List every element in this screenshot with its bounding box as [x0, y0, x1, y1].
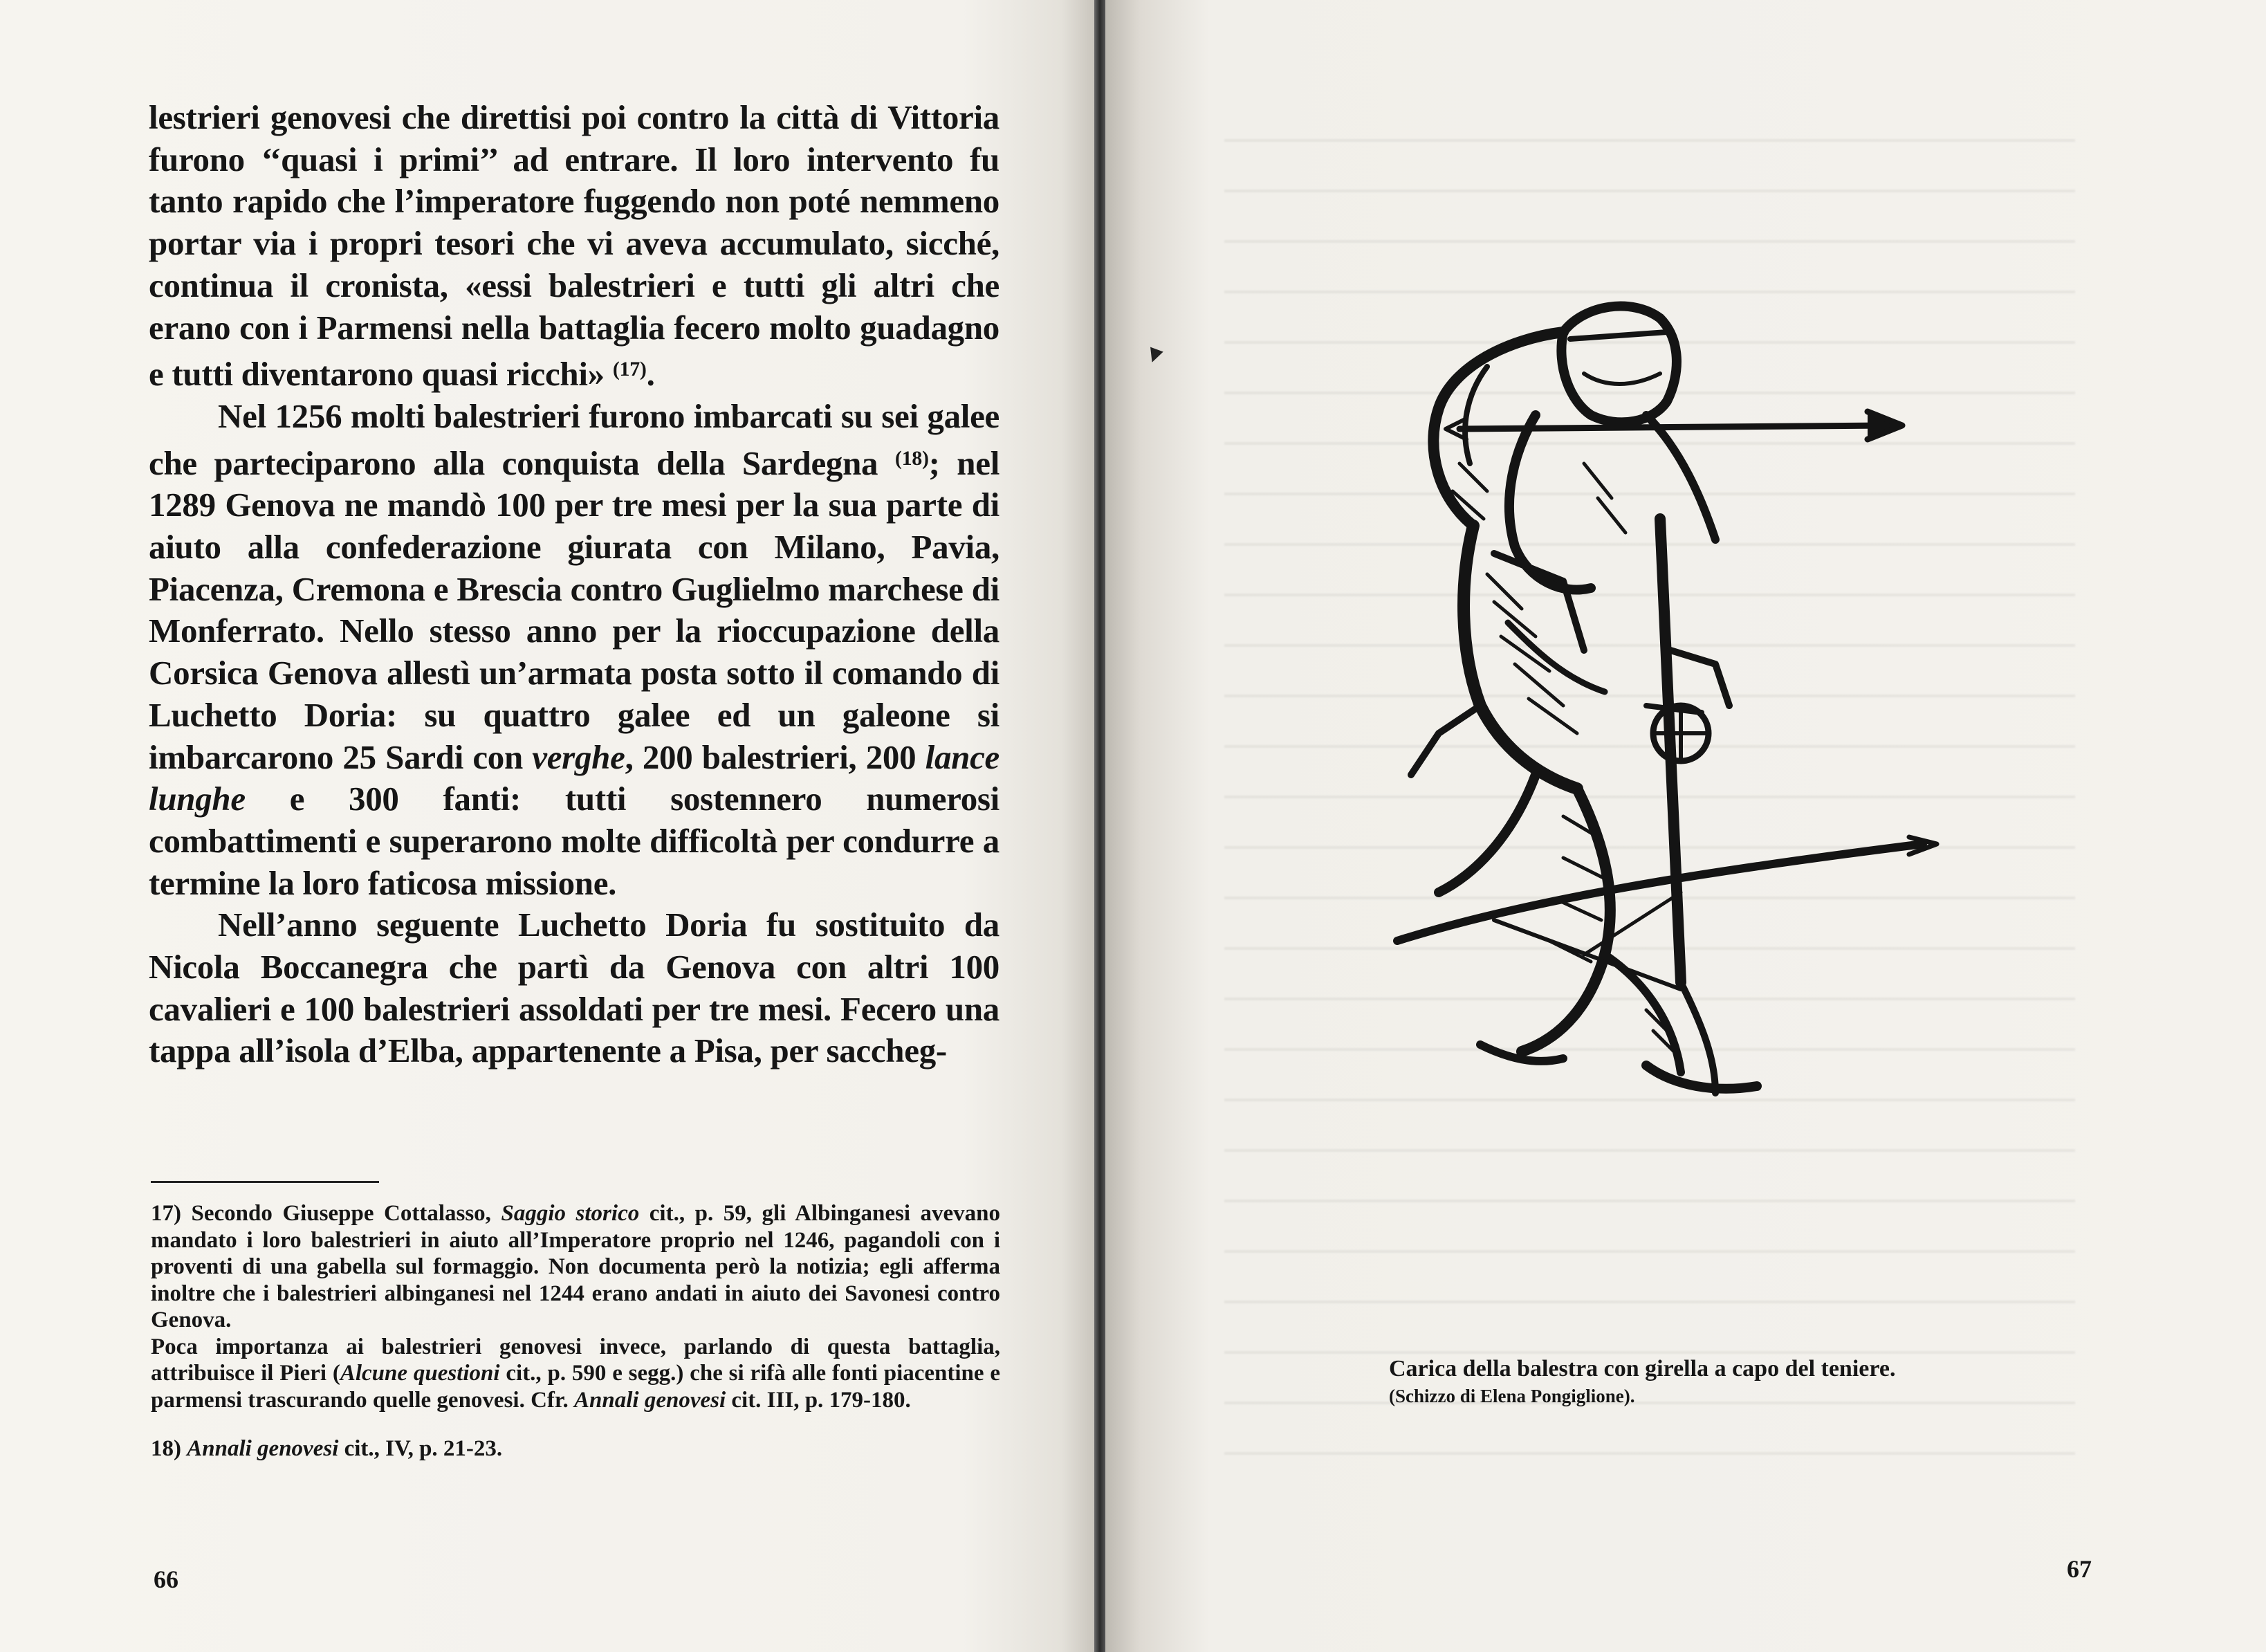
page-number-right: 67: [2067, 1555, 2092, 1583]
term-lance-lunghe: lance lunghe: [149, 737, 1000, 818]
footnote-17-continued: Poca importanza ai balestrieri genovesi invece, parlando di questa battaglia, attribuisce il Pieri (Alcune questioni cit., p. 590 e segg.) che si rifà alle fonti piacentine e parmensi trascurando quelle genovesi. Cfr. Annali genovesi cit. III, p. 179-180.: [151, 1334, 1001, 1413]
footnote-rule: [151, 1181, 379, 1183]
term-verghe: verghe: [532, 737, 625, 776]
left-page: [0, 0, 1094, 1652]
crossbowman-sketch: [1356, 291, 1992, 1148]
paragraph-1: lestrieri genovesi che direttisi poi contro la città di Vittoria furono ‘‘quasi i primi’’ ad entrare. Il loro intervento fu tanto rapido che l’imperatore fuggendo non poté nemmeno portar via i propri tesori che vi aveva accumulato, sicché, continua il cronista, «essi balestrieri e tutti gli altri che erano con i Parmensi nella battaglia fecero molto guadagno e tutti diventarono quasi ricchi» $^{(17)}$.: [149, 98, 1000, 394]
footnote-ref-18: (18): [894, 446, 929, 470]
footnote-18: 18) Annali genovesi cit., IV, p. 21-23.: [151, 1436, 503, 1461]
figure-caption: [1389, 1355, 2011, 1408]
paragraph-2: Nel 1256 molti balestrieri furono imbarcati su sei galee che parteciparono alla conquista della Sardegna $^{(18)}$; nel 1289 Genova ne mandò 100 per tre mesi per la sua parte di aiuto alla confederazione giurata con Milano, Pavia, Piacenza, Cremona e Brescia contro Guglielmo marchese di Monferrato. Nello stesso anno per la rioccupazione della Corsica Genova allestì un’armata posta sotto il comando di Luchetto Doria: su quattro galee ed un galeone si imbarcarono 25 Sardi con verghe, 200 balestrieri, 200 lance lunghe e 300 fanti: tutti sostennero numerosi combattimenti e superarono molte difficoltà per condurre a termine la loro faticosa missione.: [149, 396, 1000, 902]
footnote-ref-17: (17): [612, 358, 647, 381]
book-gutter: [1094, 0, 1105, 1652]
footnotes: [151, 1200, 1000, 1462]
paragraph-3: Nell’anno seguente Luchetto Doria fu sostituito da Nicola Boccanegra che partì da Genova con altri 100 cavalieri e 100 balestrieri assoldati per tre mesi. Fecero una tappa all’isola d’Elba, appartenente a Pisa, per saccheg-: [149, 906, 1000, 1070]
footnote-17: 17) Secondo Giuseppe Cottalasso, Saggio storico cit., p. 59, gli Albinganesi avevano mandato i loro balestrieri in aiuto all’Imperatore proprio nel 1246, pagandoli con i proventi di una gabella sul formaggio. Non documenta però la notizia; egli afferma inoltre che i balestrieri albinganesi nel 1244 erano andati in aiuto dei Savonesi contro Genova.: [151, 1201, 1001, 1332]
caption-title: Carica della balestra con girella a capo del teniere.: [1389, 1356, 1896, 1382]
caption-credit: (Schizzo di Elena Pongiglione).: [1389, 1386, 1635, 1406]
ink-mark: ▾: [1143, 336, 1168, 371]
left-body-text: [149, 97, 1000, 1072]
page-number-left: 66: [154, 1566, 178, 1593]
